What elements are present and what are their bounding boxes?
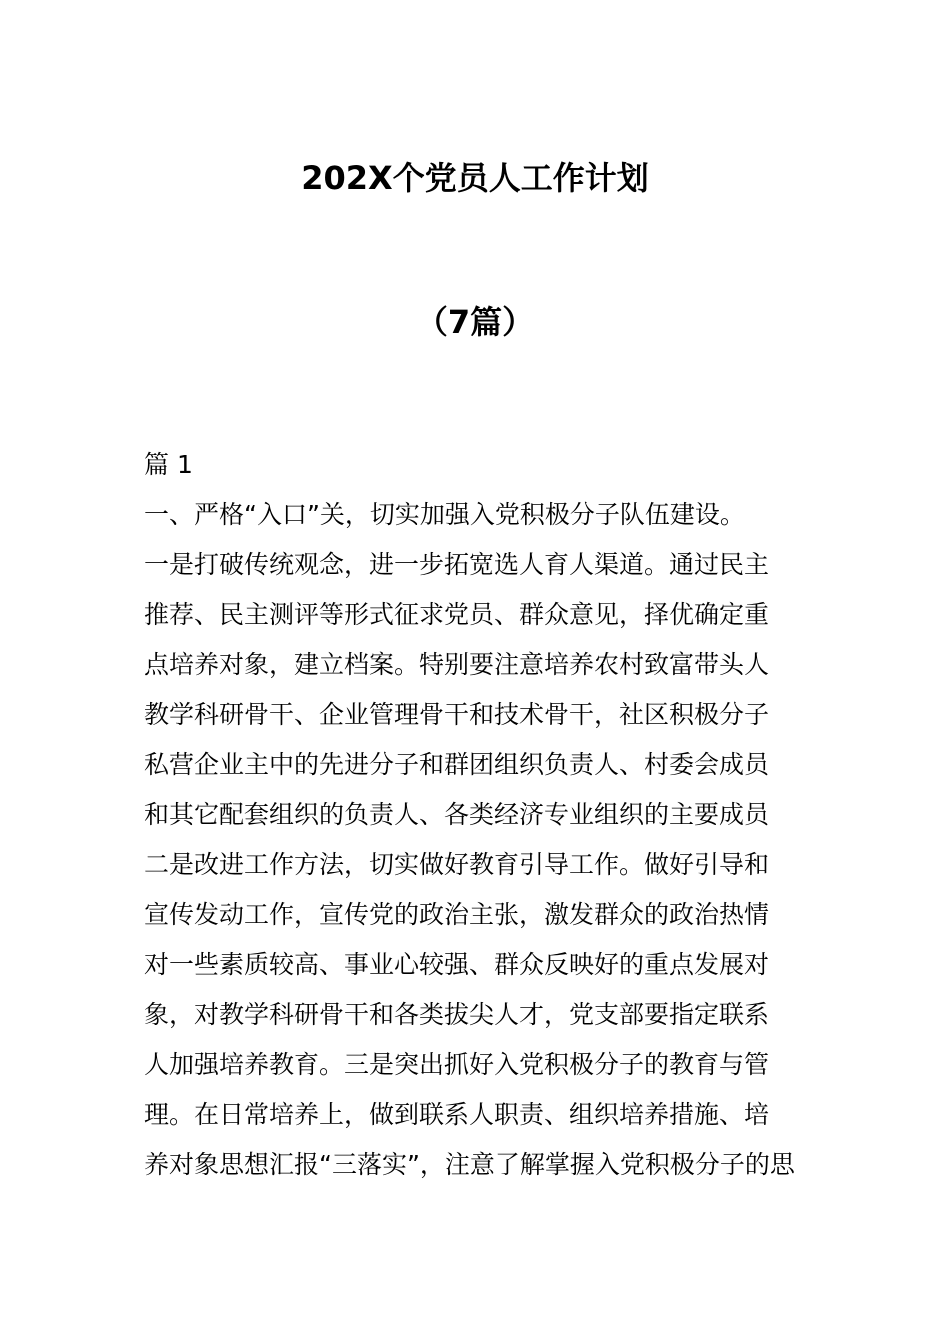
document-subtitle: （7篇） [415,303,535,341]
body-line: 象，对教学科研骨干和各类拔尖人才，党支部要指定联系 [144,1000,770,1029]
section-label: 篇 1 [144,450,193,479]
body-line: 教学科研骨干、企业管理骨干和技术骨干，社区积极分子 [144,700,770,729]
body-line: 二是改进工作方法，切实做好教育引导工作。做好引导和 [144,850,770,879]
body-line: 对一些素质较高、事业心较强、群众反映好的重点发展对 [144,950,770,979]
document-body [144,440,824,1190]
body-line: 养对象思想汇报“三落实”，注意了解掌握入党积极分子的思 [144,1150,795,1179]
body-line: 点培养对象，建立档案。特别要注意培养农村致富带头人 [144,650,770,679]
body-line: 和其它配套组织的负责人、各类经济专业组织的主要成员 [144,800,770,829]
body-line: 推荐、民主测评等形式征求党员、群众意见，择优确定重 [144,600,770,629]
body-line: 理。在日常培养上，做到联系人职责、组织培养措施、培 [144,1100,770,1129]
body-line: 私营企业主中的先进分子和群团组织负责人、村委会成员 [144,750,770,779]
body-line: 宣传发动工作，宣传党的政治主张，激发群众的政治热情 [144,900,770,929]
section-heading: 一、严格“入口”关，切实加强入党积极分子队伍建设。 [144,500,745,529]
body-line: 一是打破传统观念，进一步拓宽选人育人渠道。通过民主 [144,550,770,579]
document-title: 202X个党员人工作计划 [301,159,649,197]
body-line: 人加强培养教育。三是突出抓好入党积极分子的教育与管 [144,1050,770,1079]
